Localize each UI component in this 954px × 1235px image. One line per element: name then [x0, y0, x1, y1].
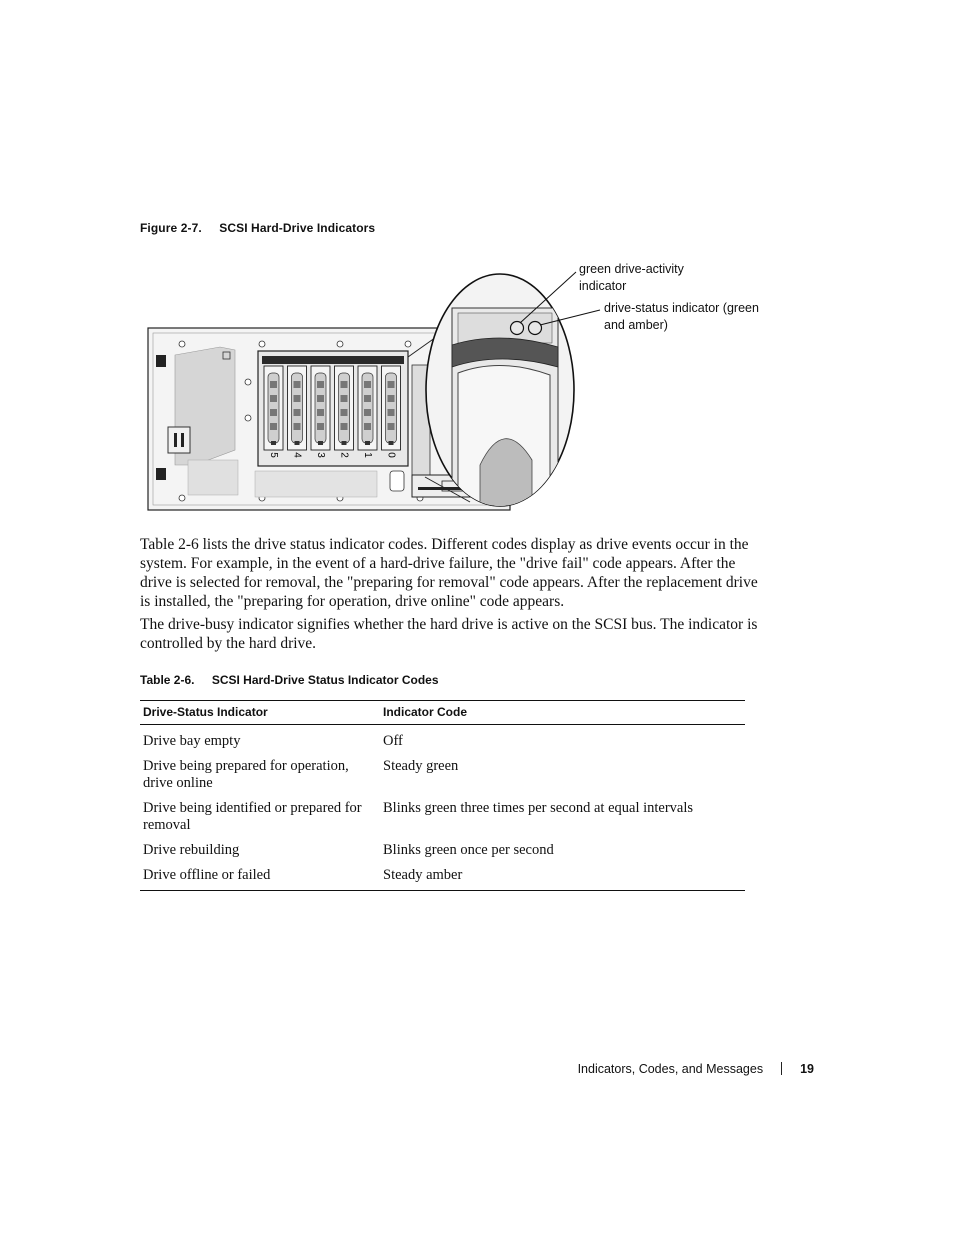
drive-bay	[288, 366, 307, 458]
bay-number-label: 1	[362, 452, 373, 458]
drive-bay	[264, 366, 283, 458]
table-header-row	[140, 701, 745, 725]
drive-bay	[382, 366, 401, 458]
figure-number: Figure 2-7.	[140, 221, 202, 235]
bay-number-label: 0	[385, 452, 397, 458]
table-caption	[140, 673, 439, 687]
table-cell: Steady amber	[380, 859, 745, 891]
table-cell: Steady green	[383, 758, 459, 774]
table-cell: Drive being prepared for operation, drive online	[143, 758, 349, 791]
table-cell: Blinks green once per second	[383, 842, 554, 858]
bay-number-label: 3	[315, 452, 326, 458]
footer-section-title: Indicators, Codes, and Messages	[577, 1062, 764, 1076]
drive-bay	[358, 366, 377, 458]
page-number: 19	[800, 1062, 814, 1076]
column-header: Drive-Status Indicator	[140, 701, 380, 725]
table-cell: Drive rebuilding	[143, 842, 240, 858]
callout-status-indicator: drive-status indicator (green and amber)	[604, 301, 759, 332]
footer-separator	[781, 1062, 782, 1075]
figure-caption	[140, 221, 375, 235]
table-number: Table 2-6.	[140, 673, 195, 687]
table-cell: Off	[383, 733, 403, 749]
table-row	[140, 750, 745, 792]
table-cell: Drive being identified or prepared for removal	[143, 800, 362, 833]
column-header: Indicator Code	[380, 701, 745, 725]
callout-activity-indicator: green drive-activity indicator	[579, 262, 684, 293]
page-footer	[520, 1062, 814, 1076]
table-title: SCSI Hard-Drive Status Indicator Codes	[211, 673, 439, 687]
table-row	[140, 834, 745, 859]
drive-bay	[335, 366, 354, 458]
body-paragraph: The drive-busy indicator signifies whether the hard drive is active on the SCSI bus. The indicator is controlled by the hard drive.	[140, 616, 758, 652]
bay-number-label: 4	[291, 452, 303, 458]
table-row	[140, 792, 745, 834]
table-row	[140, 725, 745, 751]
bay-number-label: 2	[338, 452, 350, 458]
figure-title: SCSI Hard-Drive Indicators	[219, 221, 376, 235]
table-cell: Drive bay empty	[143, 733, 241, 749]
table-cell: Drive offline or failed	[140, 859, 380, 891]
body-paragraph: Table 2-6 lists the drive status indicator codes. Different codes display as drive events occur in the system. For example, in the event of a hard-drive failure, the "drive fail" code appears. After the drive is selected for removal, the "preparing for removal" code appears. After the replacement drive is installed, the "preparing for operation, drive online" code appears.	[140, 536, 758, 610]
drive-bay	[311, 366, 330, 458]
status-codes-table	[140, 700, 745, 891]
table-row	[140, 859, 745, 891]
table-cell: Blinks green three times per second at equal intervals	[383, 800, 694, 816]
bay-number-label: 5	[268, 452, 279, 458]
